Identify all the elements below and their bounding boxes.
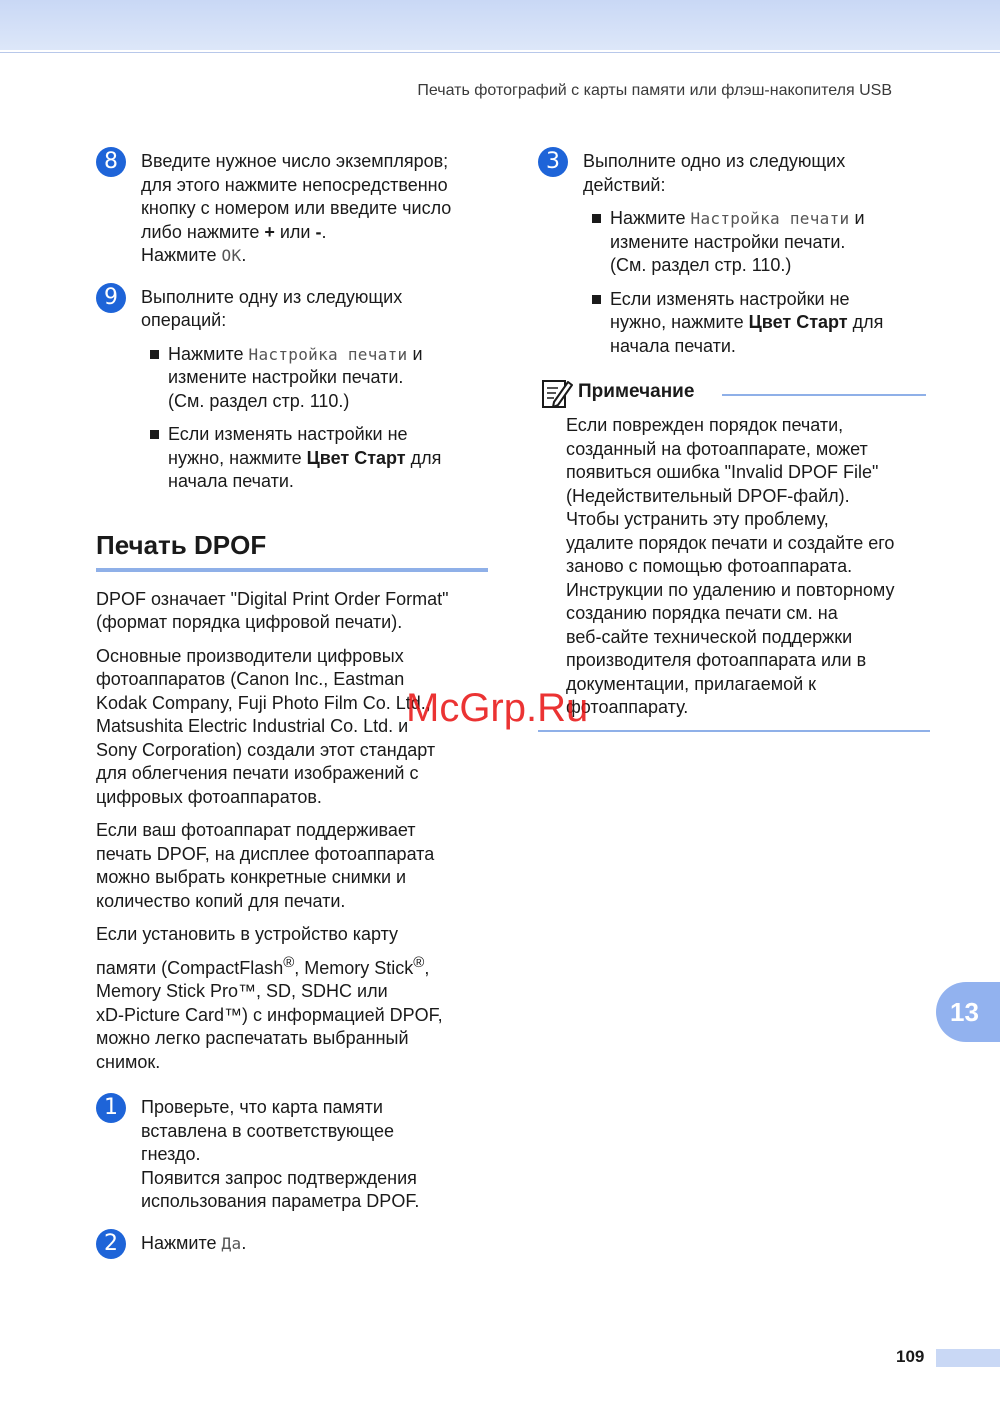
text: для	[847, 312, 884, 332]
text: DPOF означает "Digital Print Order Format"	[96, 588, 449, 609]
text: веб-сайте технической поддержки	[566, 626, 853, 647]
bullet-square-icon	[592, 295, 601, 304]
text: Чтобы устранить эту проблему,	[566, 509, 829, 529]
text: документации, прилагаемой к	[566, 673, 817, 694]
note-pencil-icon	[540, 376, 574, 410]
text: Появится запрос подтверждения	[141, 1167, 417, 1188]
text: Memory Stick Pro™, SD, SDHC или	[96, 981, 388, 1001]
paragraph-3	[96, 819, 488, 913]
text: Основные производители цифровых	[96, 645, 404, 666]
text: Matsushita Electric Industrial Co. Ltd. и	[96, 716, 409, 736]
bullet-item	[149, 343, 488, 414]
bullet-item	[591, 207, 930, 278]
note-body	[538, 414, 930, 720]
plus-key: +	[264, 221, 275, 242]
text: Выполните одно из следующих	[583, 151, 846, 171]
step-2	[96, 1232, 488, 1256]
top-band	[0, 0, 1000, 50]
text: измените настройки печати.	[168, 367, 404, 387]
text: вставлена в соответствующее	[141, 1120, 395, 1141]
text: Если поврежден порядок печати,	[566, 415, 844, 435]
bullet-list	[583, 207, 930, 358]
text: ,	[424, 957, 430, 978]
text: Нажмите	[610, 208, 691, 228]
text: цифровых фотоаппаратов.	[96, 786, 322, 807]
text	[141, 1232, 488, 1256]
text: .	[241, 245, 247, 265]
text: (См. раздел стр. 110.)	[168, 390, 350, 411]
step-number-3: 3	[538, 147, 568, 177]
step-number-9: 9	[96, 283, 126, 313]
watermark: McGrp.Ru	[406, 686, 589, 730]
text: измените настройки печати.	[610, 231, 846, 252]
step-1	[96, 1096, 488, 1214]
step-3	[538, 150, 930, 358]
text: Sony Corporation) создали этот стандарт	[96, 739, 436, 760]
text: Если изменять настройки не	[168, 424, 408, 444]
text: (формат порядка цифровой печати).	[96, 612, 403, 632]
registered-mark: ®	[283, 953, 295, 971]
ok-key: OK	[221, 246, 242, 265]
heading-rule	[96, 568, 488, 572]
text: Если ваш фотоаппарат поддерживает	[96, 820, 416, 840]
text: для облегчения печати изображений с	[96, 763, 419, 783]
text: фотоаппаратов (Canon Inc., Eastman	[96, 669, 405, 689]
text: .	[321, 221, 327, 242]
text: Проверьте, что карта памяти	[141, 1097, 383, 1117]
step-9	[96, 286, 488, 494]
minus-key: -	[315, 221, 322, 242]
step-text: Выполните одну из следующих	[141, 286, 403, 307]
step-number-1: 1	[96, 1093, 126, 1123]
text: , Memory Stick	[294, 957, 414, 978]
page-number: 109	[896, 1347, 925, 1366]
note-box	[538, 376, 930, 732]
step-text: для этого нажмите непосредственно	[141, 174, 448, 195]
step-text	[141, 221, 488, 245]
text: либо нажмите	[141, 221, 265, 242]
step-text: Введите нужное число экземпляров;	[141, 151, 449, 171]
text: Если изменять настройки не	[610, 288, 850, 309]
text: Инструкции по удалению и повторному	[566, 579, 895, 600]
note-rule	[722, 394, 926, 396]
text: Нажмите	[168, 343, 249, 364]
text: можно легко распечатать выбранный	[96, 1028, 409, 1048]
bullet-square-icon	[150, 430, 159, 439]
text: или	[274, 221, 316, 242]
note-bottom-rule	[538, 730, 930, 732]
text: нужно, нажмите	[610, 312, 749, 332]
bullet-square-icon	[592, 214, 601, 223]
bullet-square-icon	[150, 350, 159, 359]
bullet-list	[141, 343, 488, 494]
step-8	[96, 150, 488, 268]
color-start-key: Цвет Старт	[748, 312, 848, 332]
yes-key: Да	[221, 1233, 242, 1253]
text: для	[405, 447, 442, 468]
text: (См. раздел стр. 110.)	[610, 255, 792, 275]
text: Kodak Company, Fuji Photo Film Co. Ltd.,	[96, 692, 431, 713]
step-number-8: 8	[96, 147, 126, 177]
text: начала печати.	[610, 335, 736, 356]
text: удалите порядок печати и создайте его	[566, 532, 895, 553]
text: начала печати.	[168, 471, 294, 491]
running-header: Печать фотографий с карты памяти или флэш-накопителя USB	[417, 82, 892, 99]
step-text: кнопку с номером или введите число	[141, 198, 452, 218]
right-column	[538, 150, 930, 732]
text: количество копий для печати.	[96, 890, 346, 911]
text: и	[407, 343, 423, 364]
text: можно выбрать конкретные снимки и	[96, 867, 407, 887]
text: фотоаппарату.	[566, 697, 689, 717]
paragraph-1	[96, 588, 488, 635]
text: созданный на фотоаппарате, может	[566, 438, 868, 459]
note-header	[538, 376, 930, 410]
page-number-bar	[936, 1349, 1000, 1367]
text: xD-Picture Card™) с информацией DPOF,	[96, 1004, 443, 1025]
chapter-tab[interactable]: 13	[936, 982, 1000, 1042]
menu-setting-label: Настройка печати	[690, 209, 850, 228]
text: производителя фотоаппарата или в	[566, 650, 867, 670]
text: печать DPOF, на дисплее фотоаппарата	[96, 843, 435, 864]
bullet-item	[149, 423, 488, 494]
step-text	[141, 244, 488, 268]
text: .	[241, 1232, 247, 1253]
text: Нажмите	[141, 245, 222, 265]
text: использования параметра DPOF.	[141, 1191, 420, 1211]
section-heading: Печать DPOF	[96, 529, 267, 560]
text: нужно, нажмите	[168, 447, 307, 468]
bullet-item	[591, 288, 930, 359]
text: созданию порядка печати см. на	[566, 603, 838, 623]
text: появиться ошибка "Invalid DPOF File"	[566, 462, 879, 482]
text: снимок.	[96, 1051, 161, 1072]
text: памяти (CompactFlash	[96, 957, 284, 978]
text: заново с помощью фотоаппарата.	[566, 556, 853, 576]
step-number-2: 2	[96, 1229, 126, 1259]
text: действий:	[583, 174, 666, 195]
color-start-key: Цвет Старт	[306, 447, 406, 468]
text: гнездо.	[141, 1144, 201, 1164]
text: Если установить в устройство карту	[96, 924, 399, 944]
text: Нажмите	[141, 1232, 222, 1253]
text: и	[849, 208, 865, 228]
step-text: операций:	[141, 310, 227, 330]
registered-mark: ®	[413, 953, 425, 971]
note-title: Примечание	[578, 381, 695, 402]
menu-setting-label: Настройка печати	[248, 344, 408, 364]
paragraph-4	[96, 923, 488, 1074]
top-line	[0, 52, 1000, 53]
text	[96, 951, 488, 981]
text: (Недействительный DPOF-файл).	[566, 485, 850, 506]
